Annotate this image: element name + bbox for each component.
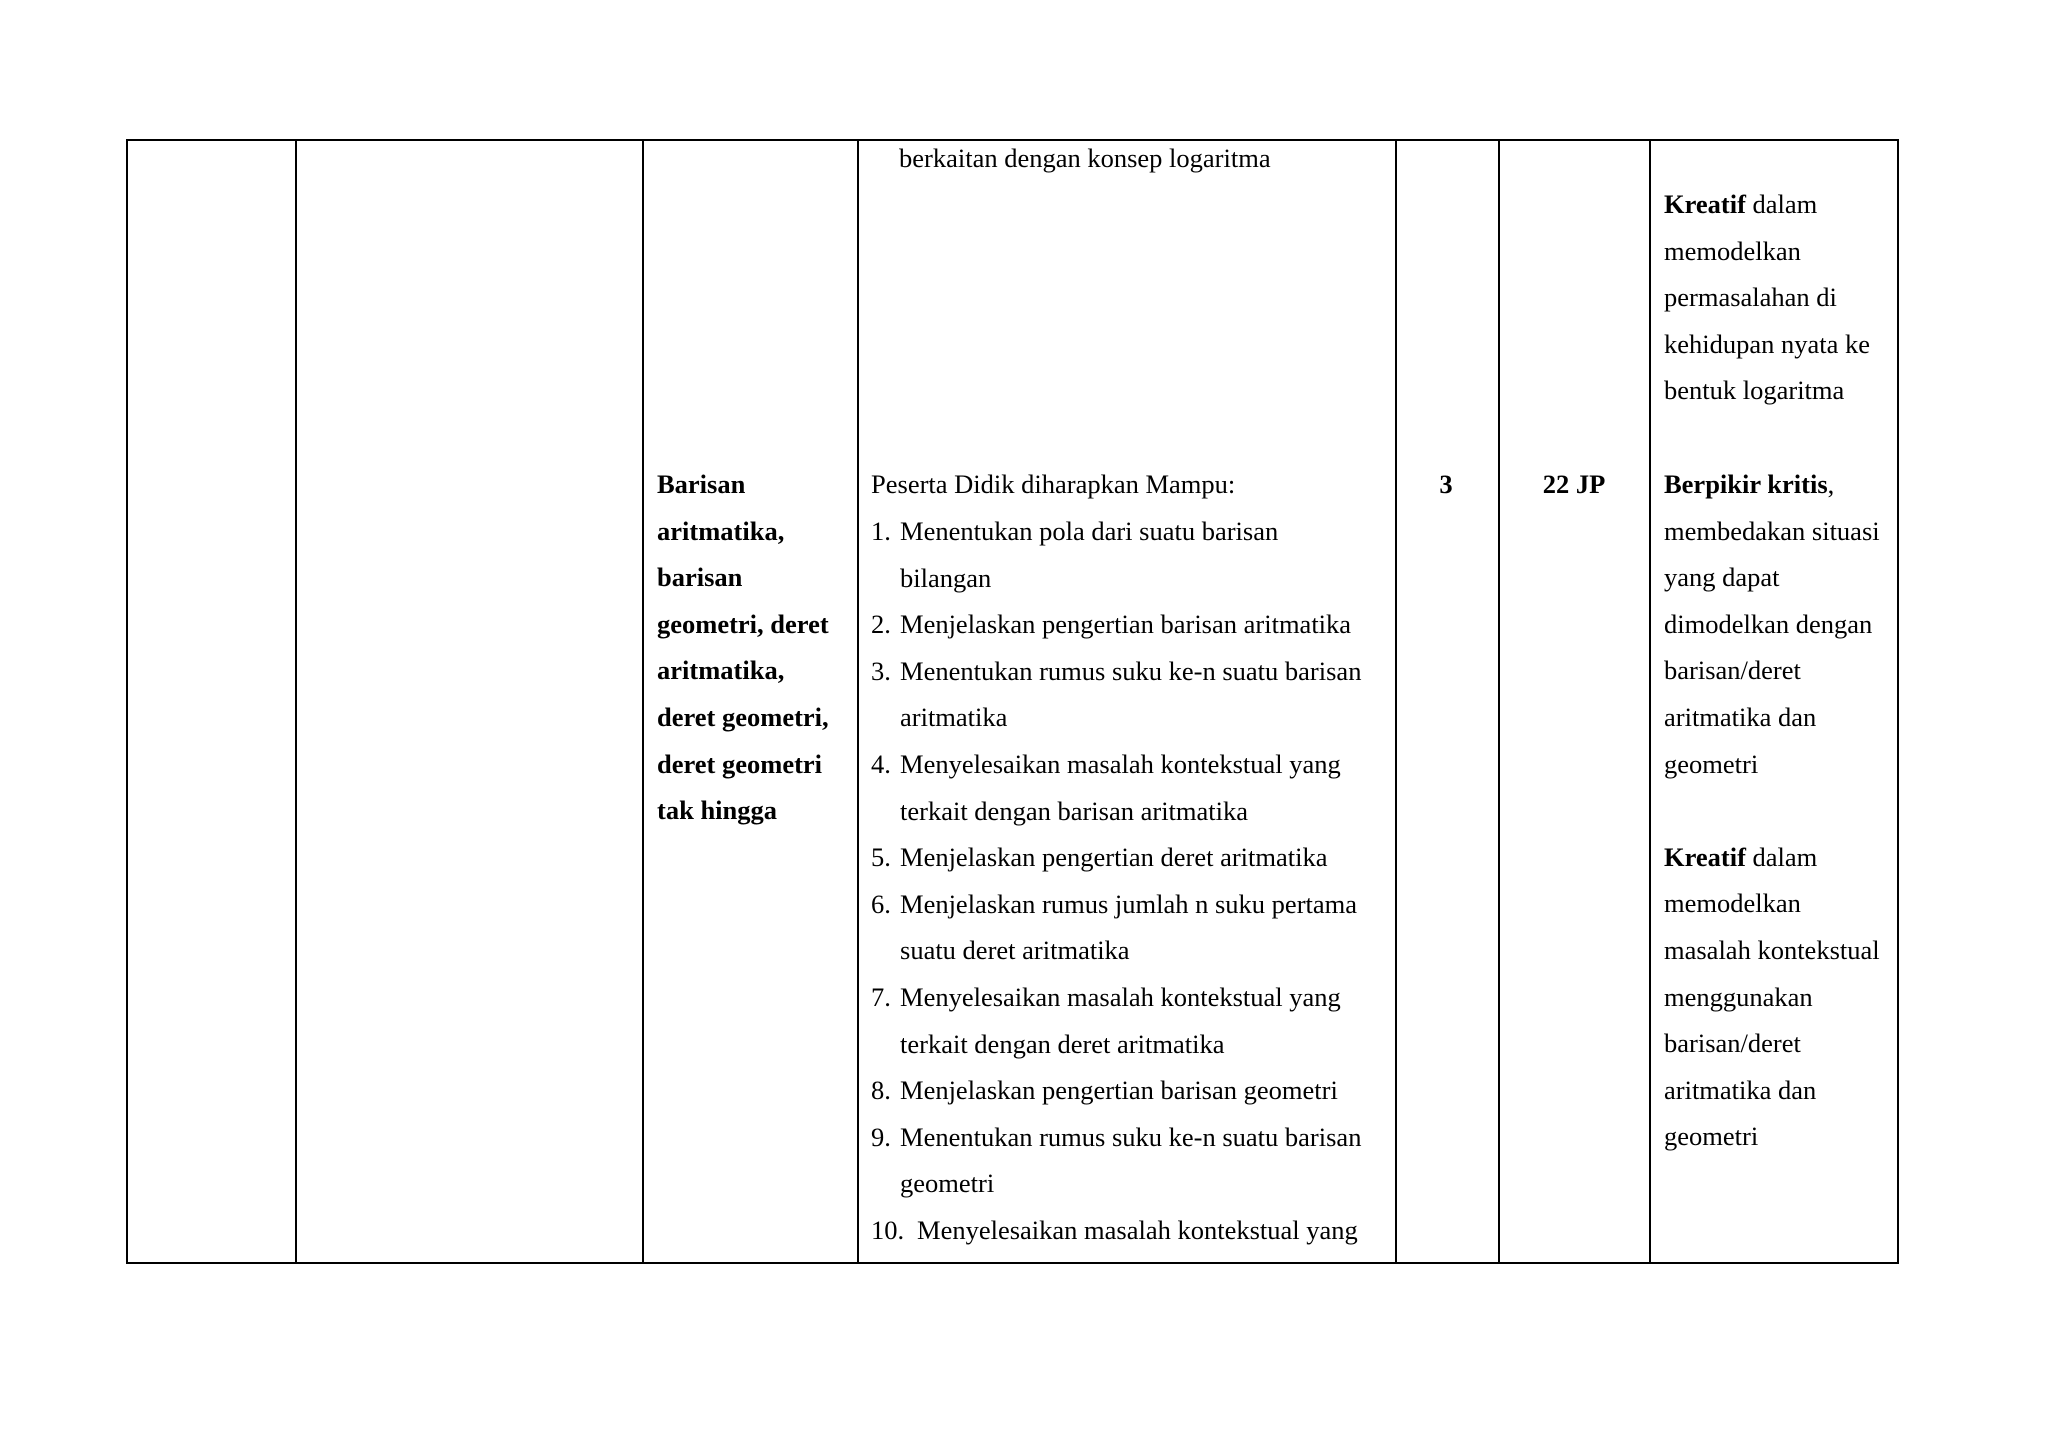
column-divider xyxy=(1649,139,1651,1264)
list-item-line: bilangan xyxy=(900,562,992,593)
character-line: memodelkan xyxy=(1664,888,1801,919)
list-item xyxy=(871,974,1361,1067)
column-divider xyxy=(857,139,859,1264)
material-cell xyxy=(657,461,829,834)
column-divider xyxy=(1395,139,1397,1264)
character-line: bentuk logaritma xyxy=(1664,375,1845,406)
list-item-line: Menyelesaikan masalah kontekstual yang xyxy=(900,981,1341,1012)
character-line: geometri xyxy=(1664,1121,1759,1152)
list-item-line: terkait dengan deret aritmatika xyxy=(900,1028,1225,1059)
material-line: aritmatika, xyxy=(657,655,785,686)
character-text: dalam xyxy=(1745,189,1818,219)
list-item-line: aritmatika xyxy=(900,702,1008,733)
material-line: geometri, deret xyxy=(657,608,829,639)
character-line: aritmatika dan xyxy=(1664,1074,1817,1105)
list-item-line: Menjelaskan pengertian barisan geometri xyxy=(900,1075,1338,1106)
list-item xyxy=(871,601,1361,648)
material-line: aritmatika, xyxy=(657,515,785,546)
character-line: barisan/deret xyxy=(1664,1028,1801,1059)
column-divider xyxy=(295,139,297,1264)
list-number: 6. xyxy=(871,888,891,919)
list-item xyxy=(871,1207,1361,1254)
list-item-line: geometri xyxy=(900,1168,995,1199)
list-item xyxy=(871,508,1361,601)
list-item-line: Menyelesaikan masalah kontekstual yang xyxy=(917,1214,1358,1245)
character-block-creative xyxy=(1664,181,1870,414)
list-item xyxy=(871,1114,1361,1207)
character-line: barisan/deret xyxy=(1664,655,1801,686)
list-item xyxy=(871,881,1361,974)
character-line: yang dapat xyxy=(1664,562,1780,593)
character-line: geometri xyxy=(1664,748,1759,779)
list-item-line: Menentukan pola dari suatu barisan xyxy=(900,516,1279,546)
list-item-line: Menentukan rumus suku ke-n suatu barisan xyxy=(900,1121,1362,1152)
character-line: dimodelkan dengan xyxy=(1664,608,1873,639)
list-number: 3. xyxy=(871,655,891,686)
column-divider xyxy=(1498,139,1500,1264)
list-number: 5. xyxy=(871,842,891,873)
list-number: 10. xyxy=(871,1214,905,1245)
material-line: deret geometri, xyxy=(657,701,829,732)
list-item xyxy=(871,834,1361,881)
character-line: menggunakan xyxy=(1664,981,1813,1012)
list-item-line: Menjelaskan pengertian barisan aritmatika xyxy=(900,609,1352,640)
character-line: permasalahan di xyxy=(1664,282,1837,313)
character-keyword: Kreatif xyxy=(1664,841,1746,872)
character-text: , xyxy=(1827,469,1835,499)
list-item-line: Menyelesaikan masalah kontekstual yang xyxy=(900,748,1341,779)
objectives-list xyxy=(871,508,1361,1254)
meeting-count: 3 xyxy=(1439,469,1453,499)
character-keyword: Berpikir kritis xyxy=(1664,469,1828,499)
character-text: dalam xyxy=(1745,841,1818,872)
objectives-intro: Peserta Didik diharapkan Mampu: xyxy=(871,469,1236,499)
list-item xyxy=(871,648,1361,741)
list-number: 8. xyxy=(871,1075,891,1106)
list-number: 1. xyxy=(871,516,891,546)
list-item xyxy=(871,741,1361,834)
material-line: deret geometri xyxy=(657,748,823,779)
list-number: 4. xyxy=(871,748,891,779)
list-number: 9. xyxy=(871,1121,891,1152)
character-line: membedakan situasi xyxy=(1664,515,1880,546)
time-allocation: 22 JP xyxy=(1542,469,1606,499)
character-line: kehidupan nyata ke xyxy=(1664,328,1871,359)
character-line: aritmatika dan xyxy=(1664,701,1817,732)
list-item-line: terkait dengan barisan aritmatika xyxy=(900,795,1249,826)
list-number: 2. xyxy=(871,609,891,640)
objective-continuation: berkaitan dengan konsep logaritma xyxy=(899,143,1271,173)
list-item-line: Menjelaskan rumus jumlah n suku pertama xyxy=(900,888,1358,919)
character-line: memodelkan xyxy=(1664,235,1801,266)
material-line: tak hingga xyxy=(657,795,778,826)
material-line: barisan xyxy=(657,562,743,593)
character-block-critical xyxy=(1664,461,1880,1160)
material-line: Barisan xyxy=(657,469,746,499)
list-item xyxy=(871,1067,1361,1114)
character-line: masalah kontekstual xyxy=(1664,934,1880,965)
column-divider xyxy=(642,139,644,1264)
list-item-line: Menentukan rumus suku ke-n suatu barisan xyxy=(900,655,1362,686)
list-item-line: suatu deret aritmatika xyxy=(900,935,1130,966)
list-number: 7. xyxy=(871,981,891,1012)
character-keyword: Kreatif xyxy=(1664,189,1746,219)
list-item-line: Menjelaskan pengertian deret aritmatika xyxy=(900,842,1328,873)
